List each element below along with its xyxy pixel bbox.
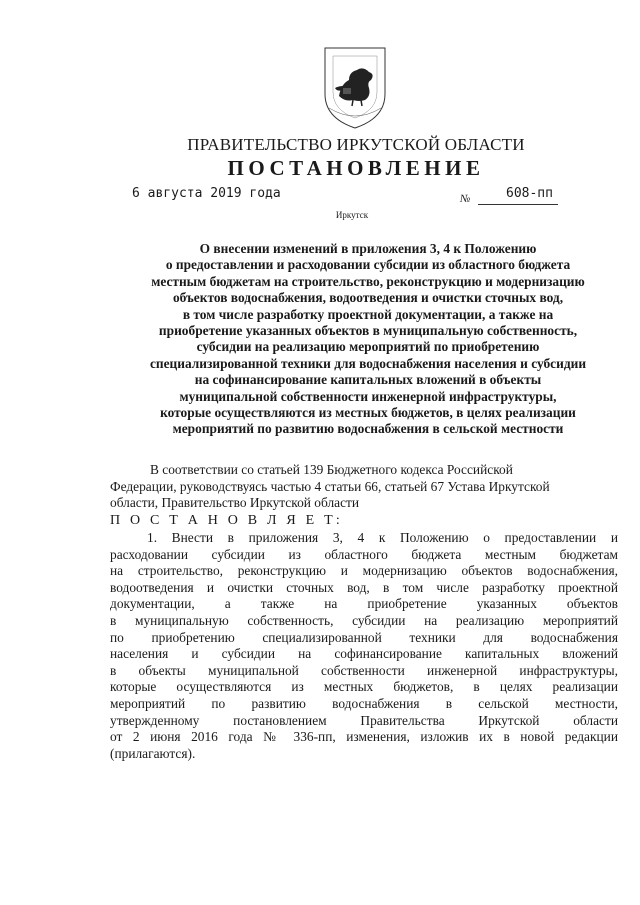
title-line: местным бюджетам на строительство, реконструкцию и модернизацию [151, 273, 585, 289]
item-line: от 2 июня 2016 года № 336-пп, изменения, изложив их в новой редакции [110, 729, 618, 745]
title-line: объектов водоснабжения, водоотведения и очистки сточных вод, [172, 290, 564, 306]
preamble-paragraph [110, 462, 620, 512]
title-line: О внесении изменений в приложения 3, 4 к Положению [199, 241, 537, 256]
item-line: на строительство, реконструкцию и модернизацию объектов водоснабжения, [110, 563, 618, 579]
title-line: в том числе разработку проектной документации, а также на [182, 306, 554, 322]
title-line: приобретение указанных объектов в муниципальную собственность, [158, 323, 578, 339]
item-line: 1. Внести в приложения 3, 4 к Положению о предоставлении и [147, 530, 618, 545]
item-line: в муниципальную собственность, субсидии на реализацию мероприятий [110, 612, 618, 628]
item-line: населения и субсидии на софинансирование капитальных вложений [110, 646, 618, 662]
title-line: субсидии на реализацию мероприятий по приобретению [196, 339, 540, 355]
resolves-heading: П О С Т А Н О В Л Я Е Т: [110, 513, 343, 528]
title-line: на софинансирование капитальных вложений в объекты [194, 372, 542, 388]
item-line: по приобретению специализированной техники для водоснабжения [110, 629, 618, 645]
decree-number: 608-пп [478, 186, 558, 205]
item-line: утвержденному постановлением Правительства Иркутской области [110, 712, 618, 728]
city-name: Иркутск [335, 210, 369, 220]
preamble-line: Федерации, руководствуясь частью 4 статьи 66, статьей 67 Устава Иркутской [110, 478, 550, 494]
item-line: (прилагаются). [110, 745, 196, 761]
title-line: о предоставлении и расходовании субсидии из областного бюджета [165, 257, 571, 273]
title-line: мероприятий по развитию водоснабжения в сельской местности [172, 421, 564, 437]
government-name: ПРАВИТЕЛЬСТВО ИРКУТСКОЙ ОБЛАСТИ [187, 135, 525, 154]
preamble-line: В соответствии со статьей 139 Бюджетного кодекса Российской [150, 462, 513, 477]
title-line: специализированной техники для водоснабжения населения и субсидии [149, 355, 587, 371]
decree-date: 6 августа 2019 года [132, 186, 281, 201]
item-line: которые осуществляются из местных бюджетов, в целях реализации [110, 679, 618, 695]
item-line: расходовании субсидии из областного бюджета местным бюджетам [110, 546, 618, 562]
number-label: № [460, 193, 471, 205]
coat-of-arms-emblem [319, 44, 391, 132]
title-line: муниципальной собственности инженерной инфраструктуры, [179, 388, 557, 404]
item-1-paragraph [110, 530, 618, 762]
item-line: документации, а также на приобретение указанных объектов [110, 596, 618, 612]
item-line: водоотведения и очистки сточных вод, в том числе разработку проектной [110, 579, 618, 595]
item-line: в объекты муниципальной собственности инженерной инфраструктуры, [110, 662, 618, 678]
preamble-line: области, Правительство Иркутской области [110, 495, 360, 511]
decree-title [118, 241, 618, 438]
document-type-title: ПОСТАНОВЛЕНИЕ [227, 156, 485, 180]
title-line: которые осуществляются из местных бюджетов, в целях реализации [160, 405, 576, 421]
item-line: мероприятий по развитию водоснабжения в сельской местности, [110, 695, 618, 711]
